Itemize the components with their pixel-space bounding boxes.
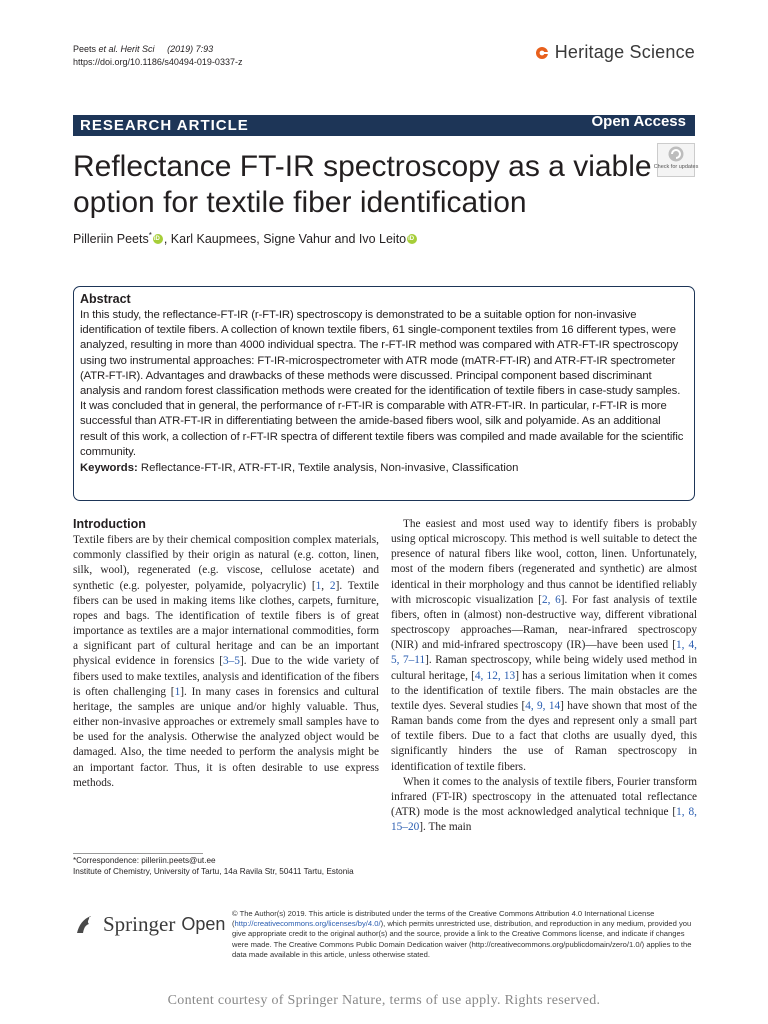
- article-type-label: RESEARCH ARTICLE: [80, 117, 249, 134]
- author-rest: , Karl Kaupmees, Signe Vahur and Ivo Leito: [163, 232, 407, 247]
- abstract-text: In this study, the reflectance-FT-IR (r-FT-IR) spectroscopy is demonstrated to be a suitable option for non-invasive identification of textile fibers. A collection of known textile fibers, 61 single-component textiles from 16 different types, were analyzed, resulting in more than 4000 individual spectra. The r-FT-IR method was compared with ATR-FT-IR spectroscopy using two instrumental approaches: FT-IR-microspectrometer with ATR mode (mATR-FT-IR) and ATR-FT-IR spectrometer (ATR-FT-IR). Advantages and drawbacks of these methods were discussed. Principal component based discriminant analysis and random forest classification methods were created for the identification of textile fibers in case-study samples. It was concluded that in general, the performance of r-FT-IR is comparable with ATR-FT-IR. In particular, r-FT-IR is more successful than ATR-FT-IR in differentiating between the amide-based fibers wool, silk and polyamide. As an additional result of this work, a collection of r-FT-IR spectra of different textile fibers was compiled and made available for the scientific community.: [80, 309, 684, 458]
- citation-link[interactable]: 4, 12, 13: [474, 669, 516, 682]
- citation-link[interactable]: 1, 8, 15–20: [391, 805, 697, 834]
- license-link[interactable]: http://creativecommons.org/licenses/by/4.0/: [234, 919, 381, 929]
- keywords: [80, 462, 688, 474]
- citation-authors: Peets: [73, 44, 97, 54]
- body-column-right: [391, 517, 697, 835]
- keywords-list: Reflectance-FT-IR, ATR-FT-IR, Textile analysis, Non-invasive, Classification: [140, 462, 519, 475]
- publisher-name: Springer: [103, 912, 176, 936]
- citation-link[interactable]: 2, 6: [541, 593, 561, 606]
- article-title: [73, 149, 653, 221]
- citation-year: (2019) 7:93: [167, 44, 214, 54]
- license-text: © The Author(s) 2019. This article is distributed under the terms of the Creative Commons Attribution 4.0 International License (http://creativecommons.org/licenses/by/4.0/), which permits unrestricted use, distribution, and reproduction in any medium, provided you give appropriate credit to the original author(s) and the source, provide a link to the Creative Commons license, and indicate if changes were made. The Creative Commons Public Domain Dedication waiver (http://creativecommons.org/publicdomain/zero/1.0/) applies to the data made available in this article, unless otherwise stated.: [232, 909, 692, 959]
- publisher-open: Open: [181, 914, 226, 934]
- check-badge-label: Check for updates: [653, 164, 699, 170]
- author-first[interactable]: Pilleriin Peets: [73, 232, 149, 247]
- journal-logo: [535, 42, 695, 63]
- footnote-divider: [73, 853, 203, 854]
- citation-journal: et al. Herit Sci: [98, 44, 155, 54]
- citation-link[interactable]: 3–5: [223, 655, 240, 668]
- paragraph: The easiest and most used way to identify fibers is probably using optical microscopy. This method is well suitable to detect the presence of natural fibers like wool, cotton, linen. Unfortunately, most of the modern fibers (regenerated and synthetic) are almost identical in their morphology and thus cannot be identified reliably with microscopic visualization [2, 6]. For fast analysis of textile fibers, often in (almost) non-destructive way, different vibrational spectroscopy approaches—Raman, near-infrared spectroscopy (NIR) and mid-infrared spectroscopy (IR)—have been used [1, 4, 5, 7–11]. Raman spectroscopy, while being widely used method in cultural heritage, [4, 12, 13] has a serious limitation when it comes to the identification of textile fibers. The main obstacles are the textile dyes. Several studies [4, 9, 14] have shown that most of the Raman bands come from the dyes and represent only a small part of textile fibers. Due to a fact that cloths are usually dyed, this significantly hinders the use of Raman spectroscopy in identification of textile fibers.: [391, 518, 697, 773]
- open-access-badge: Open Access: [591, 113, 686, 130]
- paragraph: Textile fibers are by their chemical composition complex materials, commonly classified by their origin as natural (e.g. cotton, linen, silk, wool), regenerated (e.g. viscose, cellulose acetate) and synthetic (e.g. polyester, polyamide, polyacrylic) [1, 2]. Textile fibers can be used in making items like clothes, carpets, furniture, ropes and bags. The identification of textile fibers is of great importance as textiles are a major international commodities, form a significant part of cultural heritage and can be an important physical evidence in forensics [3–5]. Due to the wide variety of fibers used to make textiles, analysis and identification of the fibers is often challenging [1]. In many cases in forensics and cultural heritage, the samples are unique and/or highly valuable. Thus, either non-invasive approaches or extremely small samples have to be used for the analysis. Otherwise the analyzed object would be damaged. Also, the time needed to perform the analysis might be an important factor. Thus, it is often desirable to use express methods.: [73, 534, 379, 789]
- springer-horse-icon: [73, 913, 97, 937]
- section-heading-introduction: Introduction: [73, 517, 146, 531]
- heritage-science-logo-icon: [535, 46, 549, 60]
- check-for-updates-icon[interactable]: [653, 143, 699, 177]
- paragraph: When it comes to the analysis of textile fibers, Fourier transform infrared (FT-IR) spectroscopy in the attenuated total reflectance (ATR) mode is the most acknowledged analytical technique [1, 8, 15–20]. The main: [391, 775, 697, 834]
- doi-link[interactable]: https://doi.org/10.1186/s40494-019-0337-z: [73, 57, 243, 67]
- corresponding-mark: *: [148, 231, 152, 240]
- title-line-2: option for textile fiber identification: [73, 186, 527, 219]
- courtesy-notice: Content courtesy of Springer Nature, terms of use apply. Rights reserved.: [167, 993, 601, 1008]
- citation-link[interactable]: 1, 4, 5, 7–11: [391, 639, 697, 667]
- orcid-icon[interactable]: [407, 234, 417, 244]
- orcid-icon[interactable]: [153, 234, 163, 244]
- body-column-left: [73, 517, 379, 791]
- journal-name: Heritage Science: [554, 42, 695, 62]
- affiliation: Institute of Chemistry, University of Tartu, 14a Ravila Str, 50411 Tartu, Estonia: [73, 867, 354, 876]
- keywords-label: Keywords:: [80, 462, 138, 475]
- abstract-heading: Abstract: [80, 292, 131, 306]
- citation-link[interactable]: 2: [329, 579, 336, 592]
- article-citation: [73, 43, 242, 69]
- title-line-1: Reflectance FT-IR spectroscopy as a viable: [73, 150, 652, 183]
- citation-link[interactable]: 4, 9, 14: [525, 699, 561, 712]
- springer-open-logo: [73, 912, 225, 937]
- author-list: [73, 231, 418, 246]
- citation-link[interactable]: 1: [315, 579, 322, 592]
- article-type-banner: [73, 115, 695, 136]
- citation-link[interactable]: 1: [174, 685, 181, 698]
- abstract-box: [73, 286, 695, 501]
- correspondence: *Correspondence: pilleriin.peets@ut.ee: [73, 856, 216, 865]
- footnote: [73, 855, 373, 877]
